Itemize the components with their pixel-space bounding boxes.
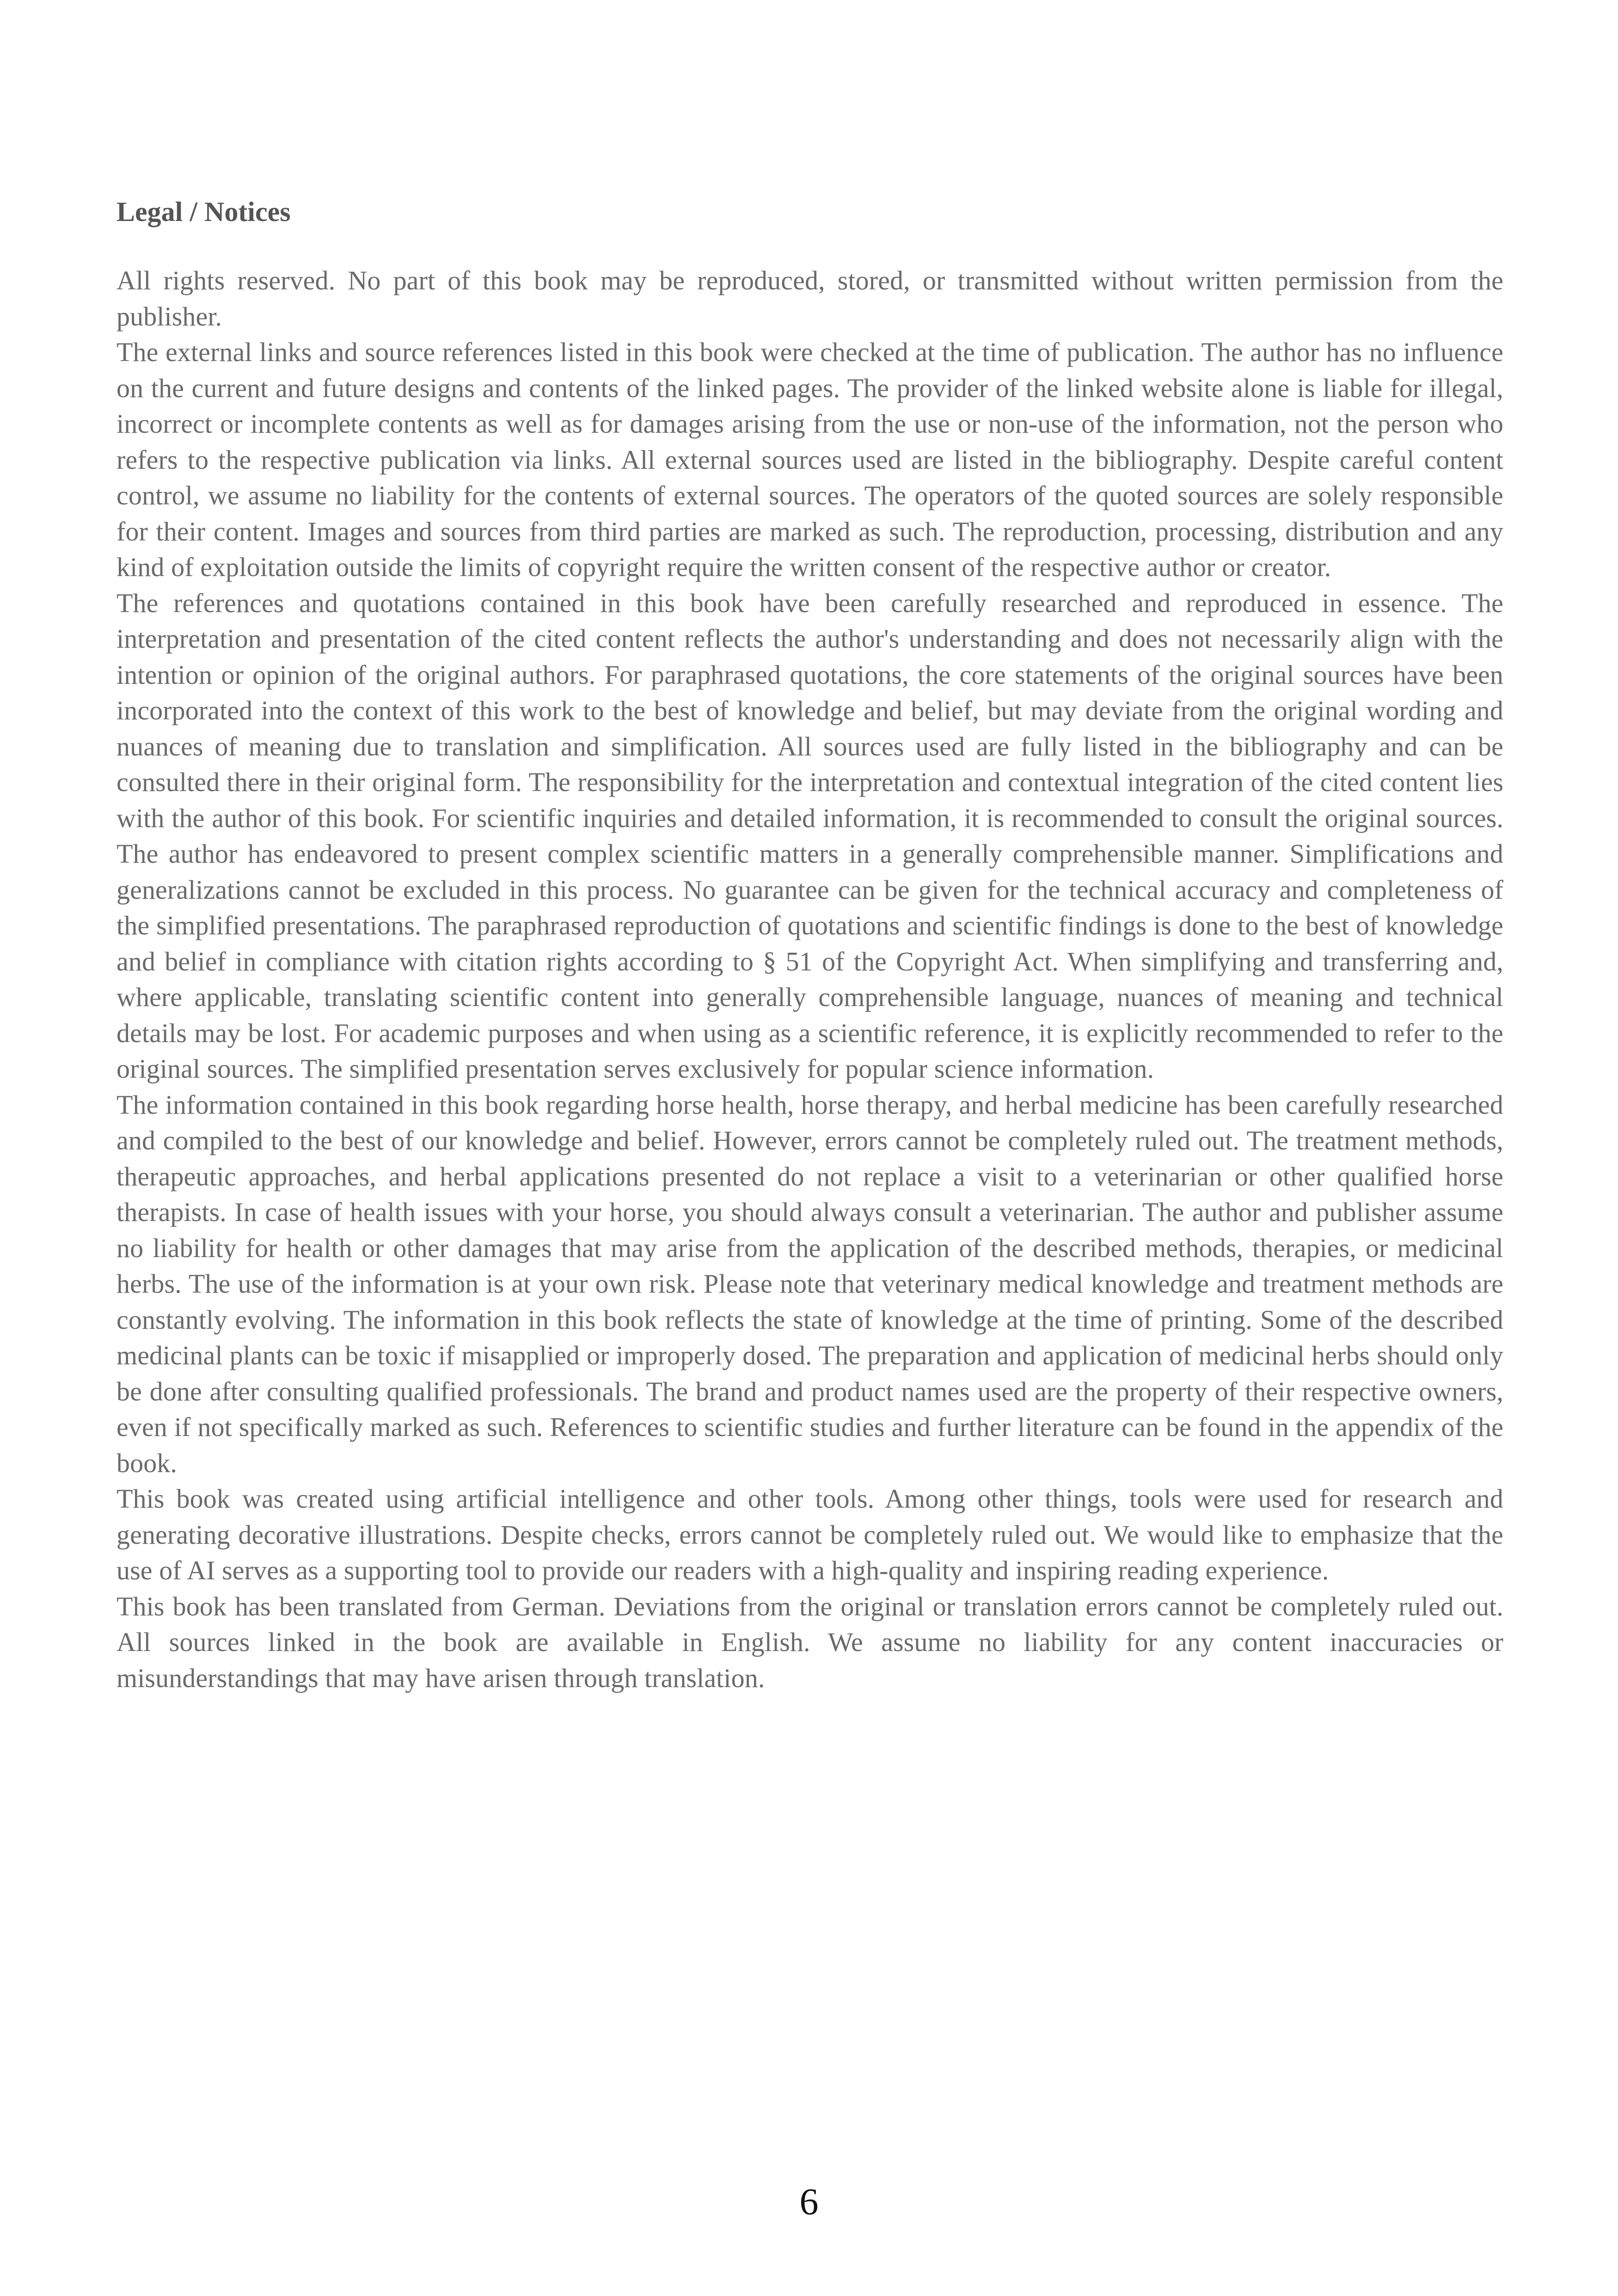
paragraph-translation-notice: This book has been translated from German. Deviations from the original or translation errors cannot be completely ruled out. All sources linked in the book are available in English. We assume no liability for any content inaccuracies or misunderstandings that may have arisen through translation. (116, 1591, 1503, 1693)
paragraph-external-links: The external links and source references listed in this book were checked at the time of publication. The author has no influence on the current and future designs and contents of the linked pages. The provider of the linked website alone is liable for illegal, incorrect or incomplete contents as well as for damages arising from the use or non-use of the information, not the person who refers to the respective publication via links. All external sources used are listed in the bibliography. Despite careful content control, we assume no liability for the contents of external sources. The operators of the quoted sources are solely responsible for their content. Images and sources from third parties are marked as such. The reproduction, processing, distribution and any kind of exploitation outside the limits of copyright require the written consent of the respective author or creator. (116, 337, 1503, 582)
paragraph-ai-usage: This book was created using artificial intelligence and other tools. Among other things, tools were used for research and generating decorative illustrations. Despite checks, errors cannot be completely ruled out. We would like to emphasize that the use of AI serves as a supporting tool to provide our readers with a high-quality and inspiring reading experience. (116, 1484, 1503, 1585)
paragraph-rights-reserved: All rights reserved. No part of this book may be reproduced, stored, or transmitted without written permission from the publisher. (116, 265, 1503, 332)
paragraph-references-quotations: The references and quotations contained in this book have been carefully researched and reproduced in essence. The interpretation and presentation of the cited content reflects the author's understanding and does not necessarily align with the intention or opinion of the original authors. For paraphrased quotations, the core statements of the original sources have been incorporated into the context of this work to the best of knowledge and belief, but may deviate from the original wording and nuances of meaning due to translation and simplification. All sources used are fully listed in the bibliography and can be consulted there in their original form. The responsibility for the interpretation and contextual integration of the cited content lies with the author of this book. For scientific inquiries and detailed information, it is recommended to consult the original sources. The author has endeavored to present complex scientific matters in a generally comprehensible manner. Simplifications and generalizations cannot be excluded in this process. No guarantee can be given for the technical accuracy and completeness of the simplified presentations. The paraphrased reproduction of quotations and scientific findings is done to the best of knowledge and belief in compliance with citation rights according to § 51 of the Copyright Act. When simplifying and transferring and, where applicable, translating scientific content into generally comprehensible language, nuances of meaning and technical details may be lost. For academic purposes and when using as a scientific reference, it is explicitly recommended to refer to the original sources. The simplified presentation serves exclusively for popular science information. (116, 588, 1503, 1084)
legal-notices-section (116, 194, 1503, 1696)
page-title: Legal / Notices (116, 196, 291, 227)
paragraph-horse-health-disclaimer: The information contained in this book regarding horse health, horse therapy, and herbal medicine has been carefully researched and compiled to the best of our knowledge and belief. However, errors cannot be completely ruled out. The treatment methods, therapeutic approaches, and herbal applications presented do not replace a visit to a veterinarian or other qualified horse therapists. In case of health issues with your horse, you should always consult a veterinarian. The author and publisher assume no liability for health or other damages that may arise from the application of the described methods, therapies, or medicinal herbs. The use of the information is at your own risk. Please note that veterinary medical knowledge and treatment methods are constantly evolving. The information in this book reflects the state of knowledge at the time of printing. Some of the described medicinal plants can be toxic if misapplied or improperly dosed. The preparation and application of medicinal herbs should only be done after consulting qualified professionals. The brand and product names used are the property of their respective owners, even if not specifically marked as such. References to scientific studies and further literature can be found in the appendix of the book. (116, 1089, 1503, 1478)
page-number: 6 (799, 2180, 819, 2222)
